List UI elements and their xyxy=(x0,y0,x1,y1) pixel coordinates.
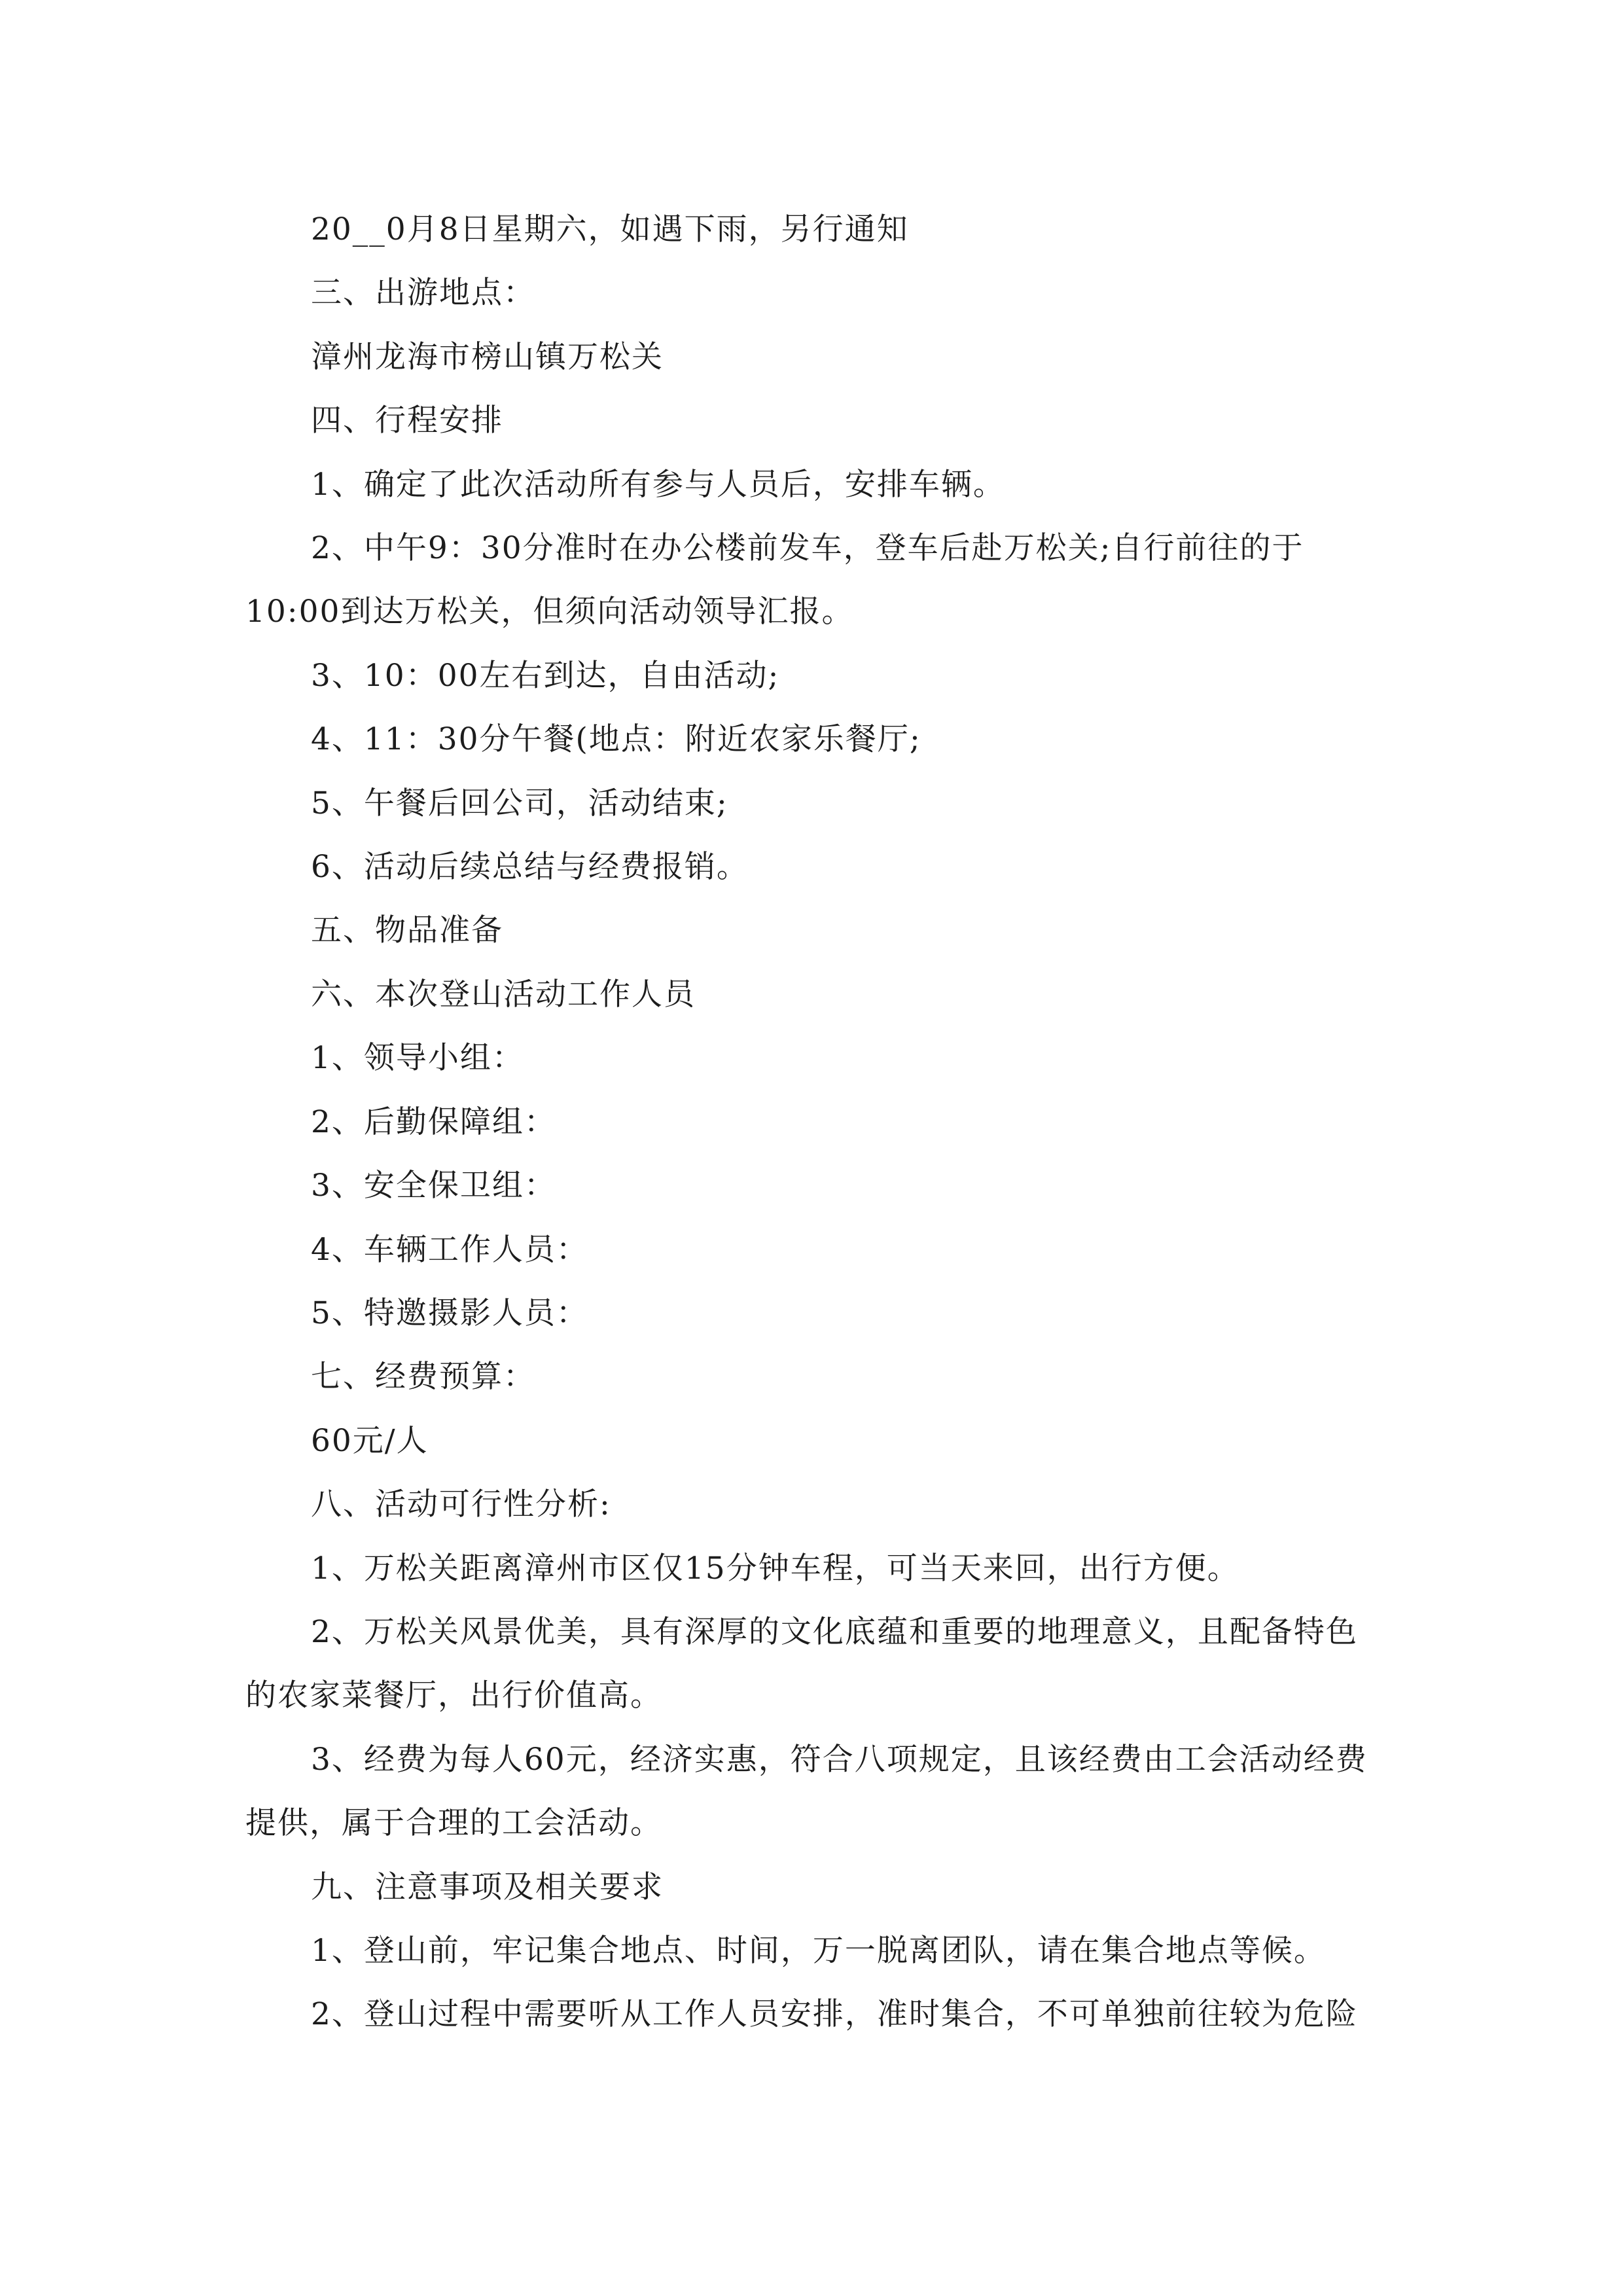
section-heading: 八、活动可行性分析: xyxy=(311,1486,611,1523)
list-item: 2、登山过程中需要听从工作人员安排，准时集合，不可单独前往较为危险 xyxy=(311,1996,1358,2033)
section-heading: 四、行程安排 xyxy=(311,403,503,439)
list-item: 5、午餐后回公司，活动结束; xyxy=(311,785,728,821)
list-item: 3、安全保卫组： xyxy=(311,1168,556,1204)
list-item: 2、中午9：30分准时在办公楼前发车，登车后赴万松关;自行前往的于10:00到达万松关，但须向活动领导汇报。 xyxy=(245,530,1304,630)
list-item: 5、特邀摄影人员： xyxy=(311,1295,588,1331)
list-item: 1、登山前，牢记集合地点、时间，万一脱离团队，请在集合地点等候。 xyxy=(311,1932,1326,1969)
section-heading: 五、物品准备 xyxy=(311,912,503,949)
section-heading: 三、出游地点： xyxy=(311,275,535,312)
list-item: 4、11：30分午餐(地点：附近农家乐餐厅; xyxy=(311,721,921,758)
list-item: 1、万松关距离漳州市区仅15分钟车程，可当天来回，出行方便。 xyxy=(311,1550,1240,1587)
list-item: 1、确定了此次活动所有参与人员后，安排车辆。 xyxy=(311,466,1005,503)
paragraph: 60元/人 xyxy=(311,1422,429,1459)
document-body xyxy=(245,198,1384,2047)
list-item: 3、经费为每人60元，经济实惠，符合八项规定，且该经费由工会活动经费提供，属于合理的工会活动。 xyxy=(245,1741,1368,1842)
section-heading: 九、注意事项及相关要求 xyxy=(311,1869,664,1905)
list-item: 1、领导小组： xyxy=(311,1040,524,1077)
list-item: 2、万松关风景优美，具有深厚的文化底蕴和重要的地理意义，且配备特色的农家菜餐厅，出行价值高。 xyxy=(245,1613,1358,1714)
section-heading: 七、经费预算： xyxy=(311,1359,535,1395)
paragraph: 漳州龙海市榜山镇万松关 xyxy=(311,338,664,375)
list-item: 3、10：00左右到达，自由活动; xyxy=(311,657,780,694)
paragraph: 20__0月8日星期六，如遇下雨，另行通知 xyxy=(311,211,909,247)
section-heading: 六、本次登山活动工作人员 xyxy=(311,976,696,1013)
list-item: 4、车辆工作人员： xyxy=(311,1231,588,1268)
list-item: 2、后勤保障组： xyxy=(311,1103,556,1140)
list-item: 6、活动后续总结与经费报销。 xyxy=(311,849,749,886)
